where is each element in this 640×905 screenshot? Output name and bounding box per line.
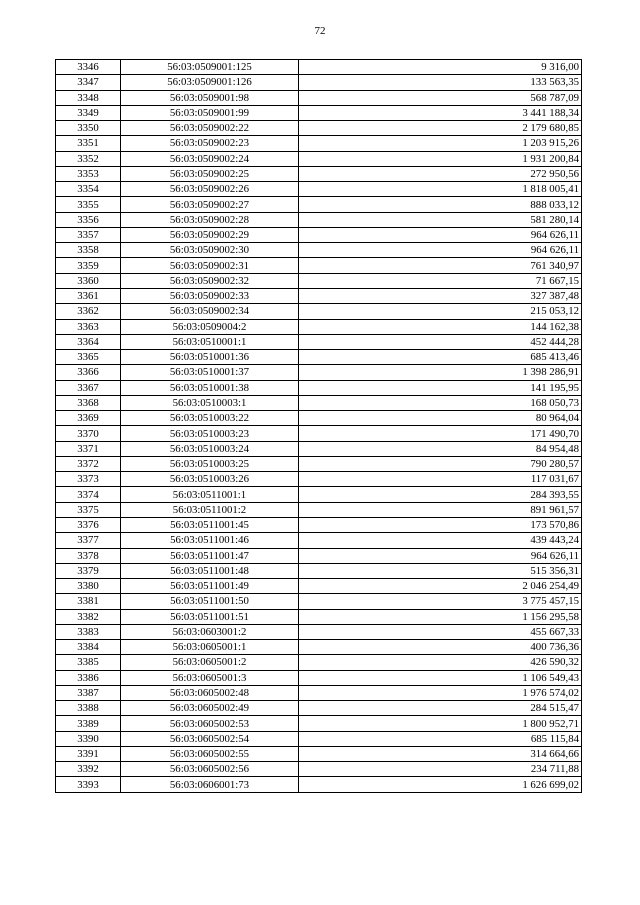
cadastral-number-cell: 56:03:0510003:1 [121, 395, 299, 410]
row-number-cell: 3355 [56, 197, 121, 212]
cadastral-number-cell: 56:03:0603001:2 [121, 624, 299, 639]
cadastral-value-cell: 426 590,32 [299, 655, 582, 670]
cadastral-value-cell: 452 444,28 [299, 334, 582, 349]
cadastral-number-cell: 56:03:0605002:55 [121, 746, 299, 761]
cadastral-value-cell: 1 398 286,91 [299, 365, 582, 380]
cadastral-number-cell: 56:03:0509001:99 [121, 105, 299, 120]
table-row [56, 746, 582, 761]
cadastral-value-cell: 1 203 915,26 [299, 136, 582, 151]
row-number-cell: 3370 [56, 426, 121, 441]
cadastral-value-cell: 314 664,66 [299, 746, 582, 761]
row-number-cell: 3390 [56, 731, 121, 746]
cadastral-number-cell: 56:03:0510003:26 [121, 472, 299, 487]
cadastral-value-cell: 215 053,12 [299, 304, 582, 319]
cadastral-value-cell: 168 050,73 [299, 395, 582, 410]
cadastral-number-cell: 56:03:0509002:34 [121, 304, 299, 319]
row-number-cell: 3376 [56, 517, 121, 532]
cadastral-number-cell: 56:03:0511001:51 [121, 609, 299, 624]
row-number-cell: 3351 [56, 136, 121, 151]
table-row [56, 227, 582, 242]
row-number-cell: 3368 [56, 395, 121, 410]
cadastral-number-cell: 56:03:0509004:2 [121, 319, 299, 334]
cadastral-number-cell: 56:03:0510001:37 [121, 365, 299, 380]
row-number-cell: 3346 [56, 60, 121, 75]
cadastral-number-cell: 56:03:0510003:24 [121, 441, 299, 456]
row-number-cell: 3349 [56, 105, 121, 120]
cadastral-value-cell: 117 031,67 [299, 472, 582, 487]
row-number-cell: 3388 [56, 701, 121, 716]
table-row [56, 762, 582, 777]
table-row [56, 350, 582, 365]
cadastral-value-cell: 1 818 005,41 [299, 182, 582, 197]
cadastral-number-cell: 56:03:0509002:25 [121, 166, 299, 181]
table-body [56, 60, 582, 793]
table-row [56, 640, 582, 655]
row-number-cell: 3348 [56, 90, 121, 105]
cadastral-value-cell: 455 667,33 [299, 624, 582, 639]
table-row [56, 182, 582, 197]
cadastral-value-table [55, 59, 582, 793]
cadastral-number-cell: 56:03:0510003:23 [121, 426, 299, 441]
cadastral-number-cell: 56:03:0605001:1 [121, 640, 299, 655]
cadastral-number-cell: 56:03:0605002:49 [121, 701, 299, 716]
table-row [56, 716, 582, 731]
cadastral-value-cell: 568 787,09 [299, 90, 582, 105]
row-number-cell: 3371 [56, 441, 121, 456]
table-row [56, 105, 582, 120]
cadastral-value-cell: 272 950,56 [299, 166, 582, 181]
row-number-cell: 3352 [56, 151, 121, 166]
cadastral-number-cell: 56:03:0509002:27 [121, 197, 299, 212]
table-row [56, 609, 582, 624]
table-row [56, 304, 582, 319]
cadastral-number-cell: 56:03:0509001:126 [121, 75, 299, 90]
cadastral-number-cell: 56:03:0605001:3 [121, 670, 299, 685]
row-number-cell: 3353 [56, 166, 121, 181]
cadastral-value-cell: 9 316,00 [299, 60, 582, 75]
cadastral-value-cell: 2 179 680,85 [299, 121, 582, 136]
table-row [56, 121, 582, 136]
table-row [56, 411, 582, 426]
table-row [56, 517, 582, 532]
row-number-cell: 3391 [56, 746, 121, 761]
row-number-cell: 3383 [56, 624, 121, 639]
table-row [56, 90, 582, 105]
table-row [56, 426, 582, 441]
table-row [56, 701, 582, 716]
cadastral-number-cell: 56:03:0510003:25 [121, 456, 299, 471]
row-number-cell: 3367 [56, 380, 121, 395]
cadastral-number-cell: 56:03:0605002:54 [121, 731, 299, 746]
cadastral-value-cell: 964 626,11 [299, 548, 582, 563]
row-number-cell: 3362 [56, 304, 121, 319]
row-number-cell: 3354 [56, 182, 121, 197]
row-number-cell: 3382 [56, 609, 121, 624]
table-row [56, 258, 582, 273]
table-row [56, 533, 582, 548]
table-row [56, 273, 582, 288]
row-number-cell: 3377 [56, 533, 121, 548]
row-number-cell: 3381 [56, 594, 121, 609]
cadastral-value-cell: 581 280,14 [299, 212, 582, 227]
table-row [56, 166, 582, 181]
row-number-cell: 3389 [56, 716, 121, 731]
cadastral-value-cell: 1 931 200,84 [299, 151, 582, 166]
cadastral-value-cell: 400 736,36 [299, 640, 582, 655]
row-number-cell: 3375 [56, 502, 121, 517]
cadastral-value-cell: 964 626,11 [299, 243, 582, 258]
cadastral-number-cell: 56:03:0510001:38 [121, 380, 299, 395]
cadastral-value-cell: 133 563,35 [299, 75, 582, 90]
cadastral-number-cell: 56:03:0605001:2 [121, 655, 299, 670]
table-row [56, 731, 582, 746]
table-row [56, 243, 582, 258]
cadastral-value-cell: 761 340,97 [299, 258, 582, 273]
cadastral-number-cell: 56:03:0511001:49 [121, 579, 299, 594]
cadastral-number-cell: 56:03:0511001:50 [121, 594, 299, 609]
cadastral-number-cell: 56:03:0605002:48 [121, 685, 299, 700]
cadastral-value-cell: 1 106 549,43 [299, 670, 582, 685]
row-number-cell: 3384 [56, 640, 121, 655]
cadastral-number-cell: 56:03:0605002:56 [121, 762, 299, 777]
cadastral-value-cell: 439 443,24 [299, 533, 582, 548]
cadastral-value-cell: 327 387,48 [299, 288, 582, 303]
cadastral-number-cell: 56:03:0510001:1 [121, 334, 299, 349]
cadastral-value-cell: 3 441 188,34 [299, 105, 582, 120]
table-row [56, 579, 582, 594]
page-number: 72 [314, 25, 326, 37]
cadastral-number-cell: 56:03:0509002:33 [121, 288, 299, 303]
row-number-cell: 3347 [56, 75, 121, 90]
cadastral-number-cell: 56:03:0511001:45 [121, 517, 299, 532]
cadastral-number-cell: 56:03:0509002:32 [121, 273, 299, 288]
row-number-cell: 3356 [56, 212, 121, 227]
table-row [56, 655, 582, 670]
table-row [56, 456, 582, 471]
cadastral-value-cell: 3 775 457,15 [299, 594, 582, 609]
row-number-cell: 3359 [56, 258, 121, 273]
table-row [56, 319, 582, 334]
cadastral-value-cell: 173 570,86 [299, 517, 582, 532]
table-row [56, 380, 582, 395]
cadastral-value-cell: 891 961,57 [299, 502, 582, 517]
cadastral-value-cell: 1 156 295,58 [299, 609, 582, 624]
cadastral-number-cell: 56:03:0509002:24 [121, 151, 299, 166]
row-number-cell: 3360 [56, 273, 121, 288]
cadastral-value-cell: 144 162,38 [299, 319, 582, 334]
cadastral-value-cell: 1 626 699,02 [299, 777, 582, 792]
table-row [56, 75, 582, 90]
table-row [56, 487, 582, 502]
row-number-cell: 3364 [56, 334, 121, 349]
row-number-cell: 3379 [56, 563, 121, 578]
table-row [56, 548, 582, 563]
cadastral-value-cell: 171 490,70 [299, 426, 582, 441]
cadastral-value-cell: 685 413,46 [299, 350, 582, 365]
row-number-cell: 3369 [56, 411, 121, 426]
row-number-cell: 3361 [56, 288, 121, 303]
cadastral-number-cell: 56:03:0509001:98 [121, 90, 299, 105]
row-number-cell: 3392 [56, 762, 121, 777]
cadastral-value-cell: 141 195,95 [299, 380, 582, 395]
table-row [56, 502, 582, 517]
cadastral-number-cell: 56:03:0511001:1 [121, 487, 299, 502]
row-number-cell: 3380 [56, 579, 121, 594]
cadastral-number-cell: 56:03:0511001:48 [121, 563, 299, 578]
row-number-cell: 3393 [56, 777, 121, 792]
cadastral-number-cell: 56:03:0511001:2 [121, 502, 299, 517]
table-row [56, 212, 582, 227]
table-row [56, 441, 582, 456]
cadastral-value-cell: 515 356,31 [299, 563, 582, 578]
cadastral-value-cell: 790 280,57 [299, 456, 582, 471]
row-number-cell: 3358 [56, 243, 121, 258]
row-number-cell: 3372 [56, 456, 121, 471]
table-row [56, 288, 582, 303]
cadastral-value-cell: 1 976 574,02 [299, 685, 582, 700]
cadastral-number-cell: 56:03:0510001:36 [121, 350, 299, 365]
cadastral-number-cell: 56:03:0509002:31 [121, 258, 299, 273]
row-number-cell: 3350 [56, 121, 121, 136]
cadastral-number-cell: 56:03:0510003:22 [121, 411, 299, 426]
cadastral-value-cell: 888 033,12 [299, 197, 582, 212]
cadastral-number-cell: 56:03:0509002:30 [121, 243, 299, 258]
cadastral-value-cell: 685 115,84 [299, 731, 582, 746]
table-row [56, 365, 582, 380]
cadastral-value-cell: 284 515,47 [299, 701, 582, 716]
cadastral-value-cell: 2 046 254,49 [299, 579, 582, 594]
cadastral-number-cell: 56:03:0509002:28 [121, 212, 299, 227]
table-row [56, 777, 582, 792]
table-row [56, 60, 582, 75]
cadastral-value-cell: 964 626,11 [299, 227, 582, 242]
cadastral-number-cell: 56:03:0509002:22 [121, 121, 299, 136]
table-row [56, 395, 582, 410]
row-number-cell: 3378 [56, 548, 121, 563]
table-row [56, 151, 582, 166]
table-row [56, 594, 582, 609]
table-row [56, 624, 582, 639]
cadastral-number-cell: 56:03:0511001:46 [121, 533, 299, 548]
cadastral-number-cell: 56:03:0511001:47 [121, 548, 299, 563]
cadastral-number-cell: 56:03:0605002:53 [121, 716, 299, 731]
row-number-cell: 3385 [56, 655, 121, 670]
row-number-cell: 3374 [56, 487, 121, 502]
table-row [56, 472, 582, 487]
cadastral-number-cell: 56:03:0509002:23 [121, 136, 299, 151]
table-row [56, 670, 582, 685]
row-number-cell: 3365 [56, 350, 121, 365]
row-number-cell: 3386 [56, 670, 121, 685]
cadastral-value-cell: 284 393,55 [299, 487, 582, 502]
cadastral-number-cell: 56:03:0509002:26 [121, 182, 299, 197]
table-row [56, 197, 582, 212]
table-row [56, 334, 582, 349]
table-row [56, 563, 582, 578]
row-number-cell: 3387 [56, 685, 121, 700]
row-number-cell: 3363 [56, 319, 121, 334]
cadastral-value-cell: 84 954,48 [299, 441, 582, 456]
row-number-cell: 3357 [56, 227, 121, 242]
cadastral-value-cell: 80 964,04 [299, 411, 582, 426]
cadastral-number-cell: 56:03:0509001:125 [121, 60, 299, 75]
cadastral-value-cell: 71 667,15 [299, 273, 582, 288]
row-number-cell: 3366 [56, 365, 121, 380]
row-number-cell: 3373 [56, 472, 121, 487]
cadastral-value-cell: 234 711,88 [299, 762, 582, 777]
table-row [56, 136, 582, 151]
cadastral-number-cell: 56:03:0509002:29 [121, 227, 299, 242]
table-row [56, 685, 582, 700]
cadastral-number-cell: 56:03:0606001:73 [121, 777, 299, 792]
cadastral-value-cell: 1 800 952,71 [299, 716, 582, 731]
